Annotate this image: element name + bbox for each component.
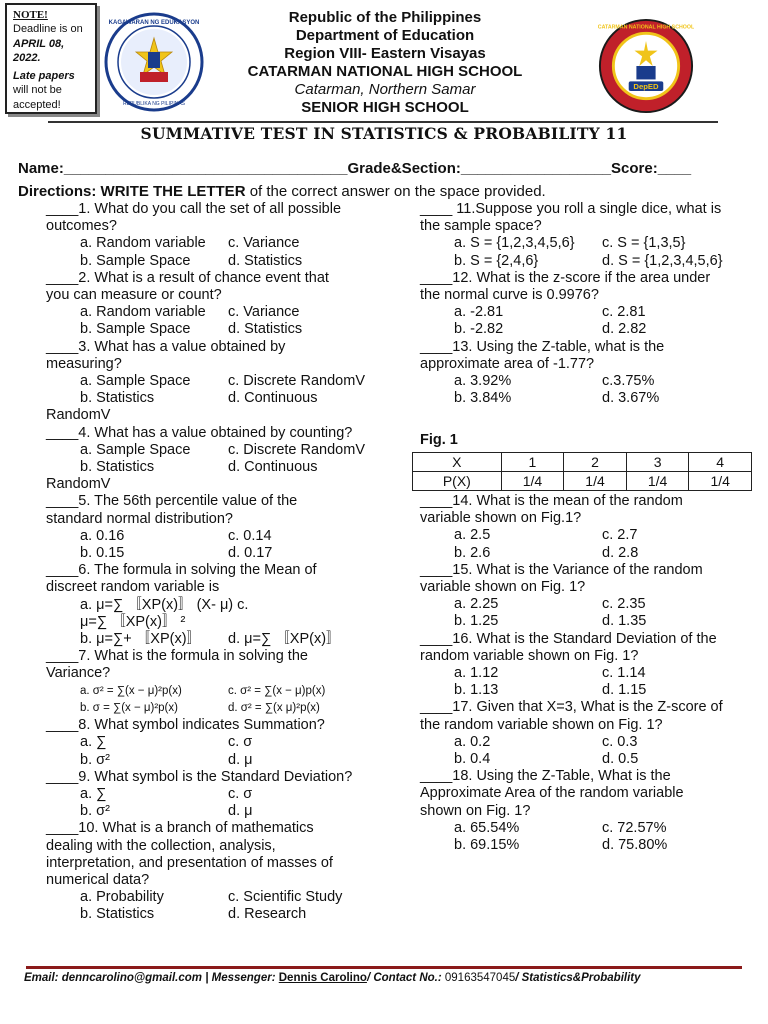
answer-choice: c. σ (228, 734, 253, 751)
directions (18, 183, 758, 201)
answer-choice: a. ∑ (80, 734, 107, 751)
footer (24, 972, 744, 986)
answer-choice: b. σ = ∑(x − μ)²p(x) (80, 701, 178, 714)
answer-choice: d. μ (228, 751, 253, 768)
answer-choice: a. 2.25 (454, 596, 499, 613)
test-title: SUMMATIVE TEST IN STATISTICS & PROBABILITY 11 (140, 124, 628, 143)
svg-text:REPUBLIKA NG PILIPINAS: REPUBLIKA NG PILIPINAS (123, 101, 185, 107)
answer-choice: c. 0.14 (228, 527, 272, 544)
fig-label: Fig. 1 (420, 432, 458, 448)
question-stem: ____2. What is a result of chance event that (46, 269, 329, 286)
grade-section-field[interactable]: Grade&Section:__________________ (347, 160, 612, 177)
answer-choice: b. 1.13 (454, 682, 499, 699)
note-line: Deadline is on (13, 23, 83, 36)
answer-choice: c. 2.81 (602, 304, 646, 321)
question-stem: approximate area of -1.77? (420, 355, 595, 372)
footer-contact: 09163547045 (441, 972, 516, 984)
question-stem: ____1. What do you call the set of all possible (46, 201, 342, 217)
directions-label: Directions: (18, 183, 97, 200)
answer-choice: b. -2.82 (454, 321, 504, 338)
directions-bold: WRITE THE LETTER (100, 183, 246, 200)
question (420, 493, 750, 562)
answer-choice: d. 1.35 (602, 613, 647, 630)
answer-choice: d. Research (228, 906, 307, 923)
right-questions (420, 201, 750, 407)
answer-choice (277, 597, 376, 631)
fig-cell: 1/4 (626, 472, 689, 491)
answer-choice: c. σ (228, 785, 253, 802)
question (420, 699, 750, 768)
question-stem: the normal curve is 0.9976? (420, 287, 599, 304)
answer-choice: c. Scientific Study (228, 889, 343, 906)
answer-choice: b. 0.4 (454, 751, 491, 768)
header (150, 9, 620, 117)
answer-choice: c. 2.35 (602, 596, 646, 613)
question-stem: ____4. What has a value obtained by counting? (46, 424, 353, 441)
question-stem: you can measure or count? (46, 287, 222, 304)
footer-messenger-label: Messenger: (211, 972, 276, 984)
answer-choice: d. Continuous (228, 390, 318, 407)
student-info (18, 160, 758, 178)
answer-choice: b. S = {2,4,6} (454, 252, 539, 269)
footer-subject: / Statistics&Probability (515, 972, 641, 984)
answer-choice: d. Statistics (228, 252, 303, 269)
answer-choice: c. Discrete RandomV (228, 441, 365, 458)
header-shs: SENIOR HIGH SCHOOL (301, 99, 469, 116)
answer-choice: b. μ=∑+ 〚XP(x)〛 (80, 631, 202, 648)
answer-choice: a. S = {1,2,3,4,5,6} (454, 235, 575, 252)
answer-choice: d. 2.8 (602, 544, 639, 561)
note-year: 2022. (13, 51, 41, 64)
answer-choice: c. Variance (228, 304, 300, 321)
answer-choice: d. 3.67% (602, 390, 660, 407)
question-stem: ____8. What symbol indicates Summation? (46, 717, 325, 734)
question-stem: shown on Fig. 1? (420, 802, 531, 819)
school-logo-icon (598, 18, 694, 114)
question-stem: Approximate Area of the random variable (420, 785, 684, 802)
answer-choice: a. μ=∑ 〚XP(x)〛 (X- μ) c. μ=∑ 〚XP(x)〛 ² (80, 596, 249, 630)
fig-cell: 3 (626, 453, 689, 472)
score-field[interactable]: Score:____ (611, 160, 692, 177)
note-date: APRIL 08, (13, 37, 65, 50)
footer-sep: | (202, 972, 212, 984)
fig-cell: 4 (689, 453, 752, 472)
fig-cell: 1 (501, 453, 564, 472)
answer-choice: b. 1.25 (454, 613, 499, 630)
question-stem: ____9. What symbol is the Standard Deviation? (46, 768, 353, 785)
question (46, 717, 376, 769)
question (46, 769, 376, 821)
question-stem: ____3. What has a value obtained by (46, 338, 286, 355)
question (46, 201, 376, 270)
footer-divider (26, 966, 742, 969)
answer-choice: c. σ² = ∑(x − μ)p(x) (228, 684, 326, 697)
question-stem: ____15. What is the Variance of the random (420, 561, 703, 578)
question-stem: numerical data? (46, 871, 150, 888)
question (46, 648, 376, 717)
question (420, 631, 750, 700)
footer-email[interactable]: denncarolino@gmail.com (61, 972, 203, 984)
question-stem: random variable shown on Fig. 1? (420, 647, 639, 664)
directions-rest: of the correct answer on the space provided. (249, 183, 546, 200)
question-stem: variable shown on Fig.1? (420, 510, 582, 527)
answer-choice: c.3.75% (602, 373, 655, 390)
answer-choice: d. S = {1,2,3,4,5,6} (602, 252, 723, 269)
question-stem: ____18. Using the Z-Table, What is the (420, 768, 671, 785)
answer-choice: d. 75.80% (602, 837, 668, 854)
question (420, 201, 750, 270)
deadline-note (5, 3, 97, 114)
answer-choice: a. 1.12 (454, 665, 499, 682)
fig-cell: 1/4 (501, 472, 564, 491)
question-stem: ____7. What is the formula in solving the (46, 648, 308, 665)
answer-choice: d. 0.17 (228, 545, 273, 562)
answer-choice: a. -2.81 (454, 304, 504, 321)
answer-choice: b. Sample Space (80, 321, 191, 338)
answer-choice: a. σ² = ∑(x − μ)²p(x) (80, 684, 182, 697)
fig-row-x (413, 453, 752, 472)
answer-choice: a. 0.16 (80, 527, 125, 544)
question-stem: ____17. Given that X=3, What is the Z-score of (420, 699, 723, 716)
question (420, 768, 750, 854)
question-stem: standard normal distribution? (46, 510, 233, 527)
answer-choice: a. Sample Space (80, 373, 191, 390)
question (420, 339, 750, 408)
question (46, 425, 376, 494)
question (46, 562, 376, 648)
answer-choice: b. Sample Space (80, 252, 191, 269)
fig-cell: X (413, 453, 502, 472)
question-tail: RandomV (46, 476, 111, 493)
note-line: accepted! (13, 98, 61, 111)
answer-choice: d. Continuous (228, 459, 318, 476)
question-stem: discreet random variable is (46, 579, 220, 596)
answer-choice: b. Statistics (80, 906, 155, 923)
fig-cell: 1/4 (564, 472, 627, 491)
answer-choice: c. S = {1,3,5} (602, 235, 686, 252)
answer-choice: c. 2.7 (602, 527, 638, 544)
note-line: will not be (13, 84, 62, 97)
footer-email-label: Email: (24, 972, 59, 984)
answer-choice: d. σ² = ∑(x μ)²p(x) (228, 701, 320, 714)
answer-choice: b. 2.6 (454, 544, 491, 561)
answer-choice: b. 0.15 (80, 545, 125, 562)
answer-choice: a. 65.54% (454, 819, 520, 836)
answer-choice: d. 2.82 (602, 321, 647, 338)
footer-messenger[interactable]: Dennis Carolino (278, 972, 367, 984)
note-title: NOTE! (13, 9, 48, 21)
answer-choice: c. 72.57% (602, 819, 667, 836)
question (46, 339, 376, 425)
question-stem: ____ 11.Suppose you roll a single dice, what is (420, 201, 722, 217)
question-stem: ____12. What is the z-score if the area under (420, 269, 711, 286)
question-stem: ____10. What is a branch of mathematics (46, 820, 314, 837)
svg-text:KAGAWARAN NG EDUKASYON: KAGAWARAN NG EDUKASYON (108, 20, 200, 26)
question-stem: measuring? (46, 355, 122, 372)
answer-choice: c. 0.3 (602, 733, 638, 750)
question-tail: RandomV (46, 407, 111, 424)
fig-table (412, 452, 752, 491)
question-stem: the sample space? (420, 218, 542, 235)
footer-contact-label: Contact No.: (373, 972, 442, 984)
answer-choice: b. σ² (80, 803, 110, 820)
question-stem: interpretation, and presentation of masses of (46, 854, 333, 871)
question (420, 562, 750, 631)
fig-cell: P(X) (413, 472, 502, 491)
header-republic: Republic of the Philippines (288, 9, 482, 26)
header-department: Department of Education (295, 27, 475, 44)
question (420, 270, 750, 339)
name-field[interactable]: Name:__________________________________ (18, 160, 348, 177)
answer-choice: a. Sample Space (80, 441, 191, 458)
answer-choice: b. Statistics (80, 459, 155, 476)
question-stem: ____6. The formula in solving the Mean of (46, 562, 317, 579)
question (46, 493, 376, 562)
answer-choice: a. 0.2 (454, 733, 491, 750)
answer-choice: c. 1.14 (602, 665, 646, 682)
answer-choice: c. Variance (228, 235, 300, 252)
answer-choice: d. μ (228, 803, 253, 820)
answer-choice: b. 3.84% (454, 390, 512, 407)
question-stem: ____16. What is the Standard Deviation of the (420, 630, 717, 647)
question-stem: the random variable shown on Fig. 1? (420, 716, 663, 733)
question-stem: outcomes? (46, 218, 117, 235)
answer-choice: b. σ² (80, 751, 110, 768)
question-stem: ____14. What is the mean of the random (420, 493, 683, 509)
answer-choice: d. μ=∑ 〚XP(x)〛 (228, 631, 341, 648)
answer-choice: a. ∑ (80, 785, 107, 802)
header-region: Region VIII- Eastern Visayas (284, 45, 486, 62)
answer-choice: d. 1.15 (602, 682, 647, 699)
answer-choice: a. Random variable (80, 304, 206, 321)
header-location: Catarman, Northern Samar (294, 81, 476, 98)
answer-choice: a. Random variable (80, 235, 206, 252)
answer-choice: d. 0.5 (602, 751, 639, 768)
question-stem: ____13. Using the Z-table, what is the (420, 338, 665, 355)
fig-row-px (413, 472, 752, 491)
answer-choice: a. Probability (80, 889, 164, 906)
svg-text:CATARMAN NATIONAL HIGH SCHOOL: CATARMAN NATIONAL HIGH SCHOOL (598, 24, 694, 31)
answer-choice: b. Statistics (80, 390, 155, 407)
left-questions (46, 201, 376, 924)
answer-choice: b. 69.15% (454, 837, 520, 854)
svg-text:DepED: DepED (633, 82, 659, 92)
question (46, 270, 376, 339)
note-late: Late papers (13, 70, 75, 83)
header-school: CATARMAN NATIONAL HIGH SCHOOL (247, 63, 523, 80)
fig-cell: 2 (564, 453, 627, 472)
question-stem: Variance? (46, 665, 111, 682)
fig-cell: 1/4 (689, 472, 752, 491)
answer-choice: a. 3.92% (454, 373, 512, 390)
question-stem: dealing with the collection, analysis, (46, 837, 276, 854)
question (46, 820, 376, 923)
question-stem: variable shown on Fig. 1? (420, 579, 586, 596)
answer-choice: c. Discrete RandomV (228, 373, 365, 390)
question-stem: ____5. The 56th percentile value of the (46, 493, 298, 510)
right-questions-fig (420, 493, 750, 854)
answer-choice: a. 2.5 (454, 527, 491, 544)
footer-sep: / (366, 972, 374, 984)
header-divider (48, 121, 718, 123)
answer-choice: d. Statistics (228, 321, 303, 338)
